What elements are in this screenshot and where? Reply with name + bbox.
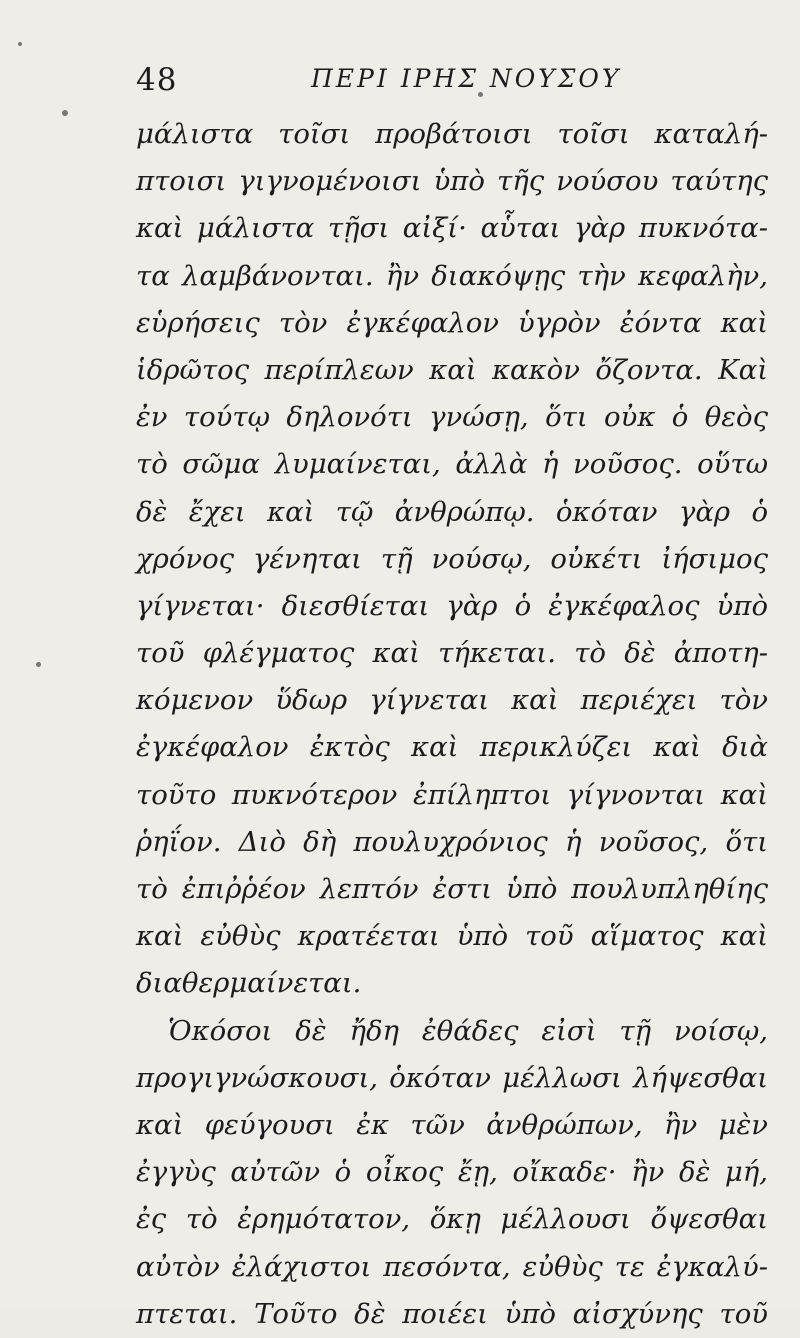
body-text bbox=[136, 111, 768, 1338]
text-line: πτοισι γιγνομένοισι ὑπὸ τῆς νούσου ταύτης bbox=[136, 165, 768, 198]
text-line: ἱδρῶτος περίπλεων καὶ κακὸν ὄζοντα. Καὶ bbox=[136, 353, 768, 386]
text-line: καὶ φεύγουσι ἐκ τῶν ἀνθρώπων, ἢν μὲν bbox=[136, 1108, 768, 1141]
paragraph-start-line: Ὁκόσοι δὲ ἤδη ἐθάδες εἰσὶ τῇ νοίσῳ, bbox=[168, 1014, 768, 1047]
paper-speck bbox=[62, 110, 68, 116]
text-line: καὶ μάλιστα τῇσι αἰξί· αὗται γὰρ πυκνότα- bbox=[136, 212, 768, 245]
text-line: ἐγγὺς αὐτῶν ὁ οἶκος ἔῃ, οἴκαδε· ἢν δὲ μή, bbox=[136, 1156, 768, 1189]
text-line: τοῦτο πυκνότερον ἐπίληπτοι γίγνονται καὶ bbox=[136, 778, 768, 811]
paper-speck bbox=[18, 42, 22, 46]
text-line: μάλιστα τοῖσι προβάτοισι τοῖσι καταλή- bbox=[136, 118, 768, 150]
text-line: ἐγκέφαλον ἐκτὸς καὶ περικλύζει καὶ διὰ bbox=[136, 731, 768, 764]
text-line: τὸ σῶμα λυμαίνεται, ἀλλὰ ἡ νοῦσος. οὕτω bbox=[136, 448, 768, 481]
text-line: προγιγνώσκουσι, ὁκόταν μέλλωσι λήψεσθαι bbox=[136, 1061, 768, 1094]
text-line: γίγνεται· διεσθίεται γὰρ ὁ ἐγκέφαλος ὑπὸ bbox=[136, 589, 768, 622]
text-line: καὶ εὐθὺς κρατέεται ὑπὸ τοῦ αἵματος καὶ bbox=[136, 920, 768, 953]
text-line: τα λαμβάνονται. ἢν διακόψῃς τὴν κεφαλὴν, bbox=[136, 259, 768, 292]
text-line: πτεται. Τοῦτο δὲ ποιέει ὑπὸ αἰσχύνης τοῦ bbox=[136, 1297, 768, 1330]
text-line: εὑρήσεις τὸν ἐγκέφαλον ὑγρὸν ἐόντα καὶ bbox=[136, 306, 768, 339]
page-header bbox=[136, 62, 766, 102]
paper-speck bbox=[36, 662, 41, 667]
text-line: τὸ ἐπιῤῥέον λεπτόν ἐστι ὑπὸ πουλυπληθίης bbox=[136, 873, 768, 905]
page-number: 48 bbox=[136, 62, 178, 98]
text-line: ἐν τούτῳ δηλονότι γνώσῃ, ὅτι οὐκ ὁ θεὸς bbox=[136, 401, 768, 434]
text-line: δὲ ἔχει καὶ τῷ ἀνθρώπῳ. ὁκόταν γὰρ ὁ bbox=[136, 495, 768, 528]
text-line: κόμενον ὕδωρ γίγνεται καὶ περιέχει τὸν bbox=[136, 684, 768, 717]
text-line: αὐτὸν ἐλάχιστοι πεσόντα, εὐθὺς τε ἐγκαλύ- bbox=[136, 1250, 768, 1283]
paragraph-end-line: διαθερμαίνεται. bbox=[136, 967, 362, 1000]
running-title: ΠΕΡΙ ΙΡΗΣ ΝΟΥΣΟΥ bbox=[311, 64, 622, 93]
text-line: χρόνος γένηται τῇ νούσῳ, οὐκέτι ἰήσιμος bbox=[136, 542, 768, 575]
text-line: ἐς τὸ ἐρημότατον, ὅκῃ μέλλουσι ὄψεσθαι bbox=[136, 1203, 768, 1236]
text-line: ῥηΐον. Διὸ δὴ πουλυχρόνιος ἡ νοῦσος, ὅτι bbox=[136, 825, 768, 858]
text-line: τοῦ φλέγματος καὶ τήκεται. τὸ δὲ ἀποτη- bbox=[136, 637, 768, 670]
